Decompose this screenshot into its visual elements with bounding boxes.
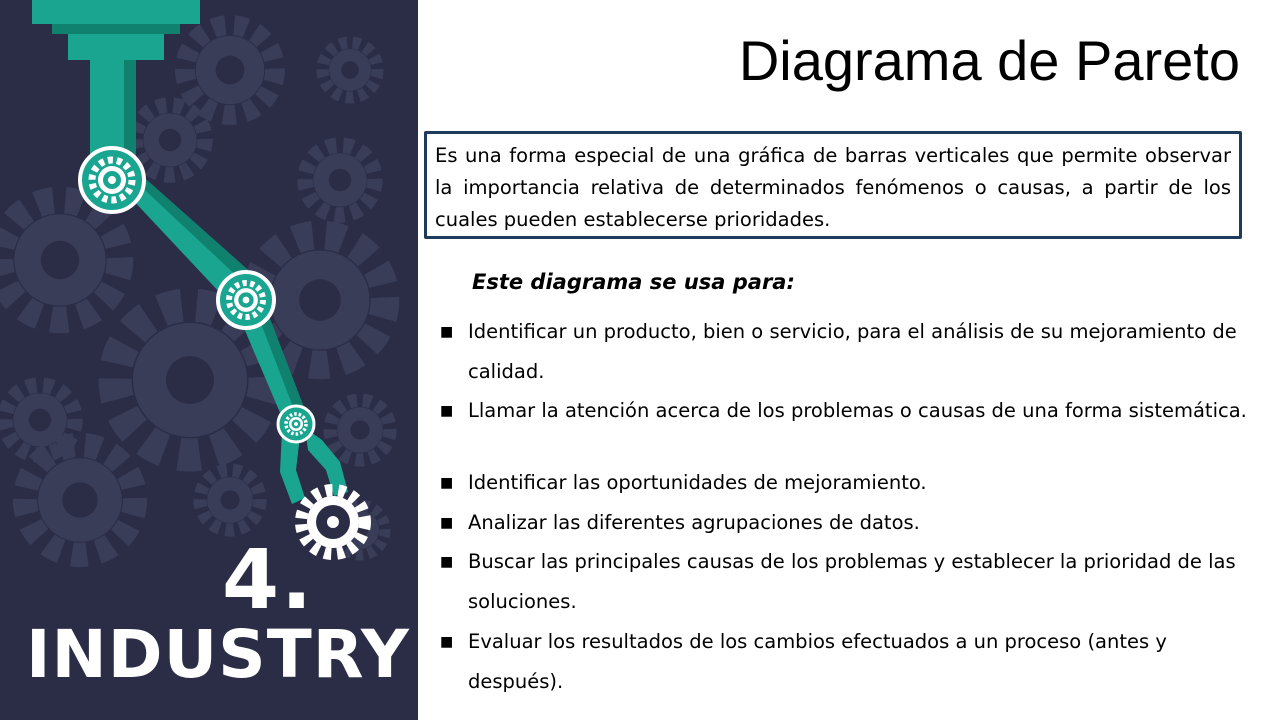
- robotic-arm-illustration: [0, 0, 418, 720]
- list-item: [440, 622, 1248, 702]
- bullet-marker-icon: ■: [440, 403, 454, 419]
- bullet-marker-icon: ■: [440, 515, 454, 531]
- bullet-marker-icon: ■: [440, 554, 454, 570]
- bullet-marker-icon: ■: [440, 634, 454, 650]
- list-item: [440, 468, 1248, 498]
- list-item: [440, 542, 1248, 622]
- list-item: [440, 396, 1248, 426]
- page-title: Diagrama de Pareto: [738, 29, 1240, 92]
- list-item: [440, 312, 1248, 392]
- definition-box: Es una forma especial de una gráfica de barras verticales que permite observar la importancia relativa de determinados fenómenos o causas, a partir de los cuales pueden establecerse prioridades.: [424, 131, 1242, 239]
- list-item-text: Evaluar los resultados de los cambios efectuados a un proceso (antes y después).: [468, 630, 1167, 693]
- list-item-text: Identificar un producto, bien o servicio, para el análisis de su mejoramiento de calidad.: [468, 320, 1237, 383]
- bullet-marker-icon: ■: [440, 475, 454, 491]
- badge-word: INDUSTRY: [26, 616, 410, 693]
- list-item-text: Analizar las diferentes agrupaciones de datos.: [468, 511, 920, 534]
- list-item: [440, 508, 1248, 538]
- bullet-marker-icon: ■: [440, 324, 454, 340]
- arm-mount: [32, 0, 200, 60]
- list-item-text: Llamar la atención acerca de los problemas o causas de una forma sistemática.: [468, 399, 1247, 422]
- list-item-text: Buscar las principales causas de los problemas y establecer la prioridad de las soluciones.: [468, 550, 1236, 613]
- industry-illustration-panel: [0, 0, 418, 720]
- list-item-text: Identificar las oportunidades de mejoramiento.: [468, 471, 927, 494]
- uses-heading: Este diagrama se usa para:: [472, 270, 795, 294]
- badge-number: 4.: [222, 533, 315, 628]
